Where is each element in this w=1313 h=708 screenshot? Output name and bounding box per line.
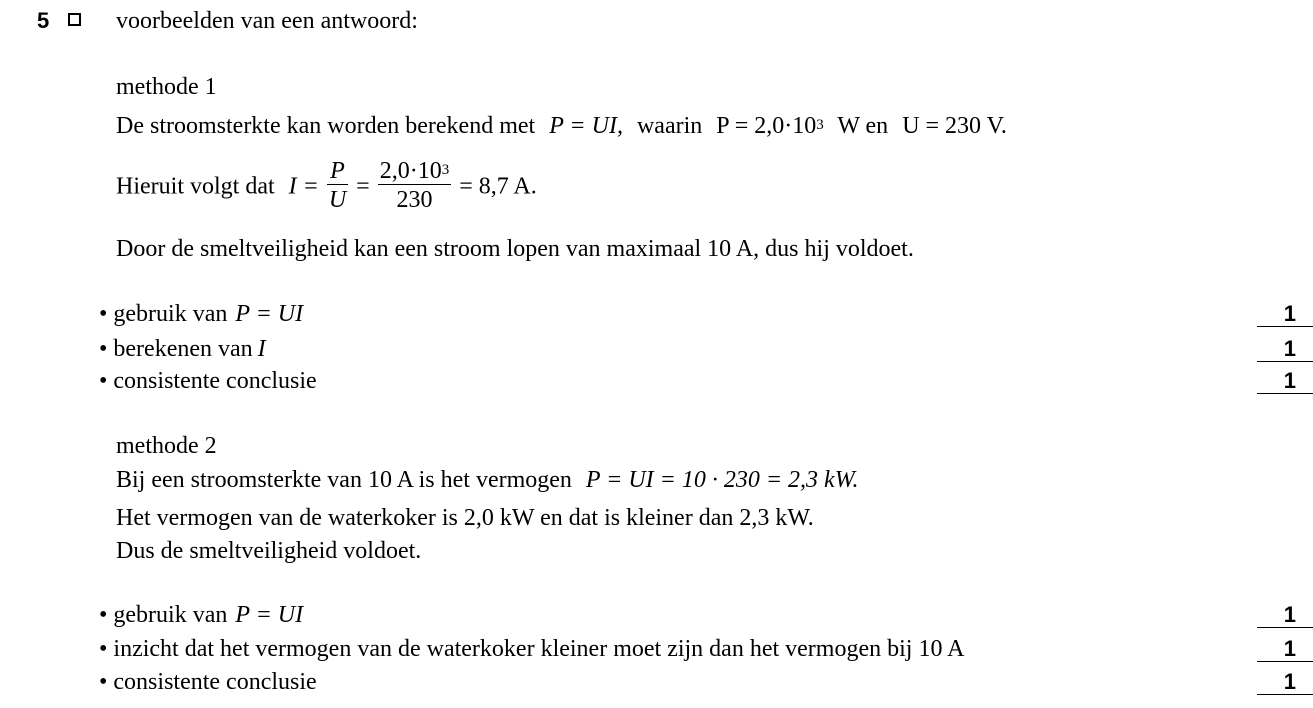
method1-line2-lhs: I = [288, 173, 319, 200]
method1-score-3: 1 [1257, 369, 1313, 394]
criterion-prefix: gebruik van [113, 602, 228, 628]
method2-line1-formula: P = UI = 10 · 230 = 2,3 kW. [585, 467, 859, 493]
fraction2-denominator: 230 [378, 184, 452, 215]
criterion-prefix: consistente conclusie [113, 669, 317, 695]
answer-intro: voorbeelden van een antwoord: [116, 8, 418, 34]
method1-line1-p-exp: 3 [816, 117, 824, 133]
method1-line2-result: = 8,7 A. [459, 173, 537, 200]
fraction2-numerator [378, 158, 452, 184]
method1-score-2: 1 [1257, 337, 1313, 362]
criterion-formula: P = UI [235, 301, 304, 327]
method1-criterion-2: • berekenen van I [99, 336, 266, 362]
method1-line1-p-value: P = 2,0·10 [716, 113, 817, 139]
method1-line1-waarin: waarin [636, 113, 703, 139]
method2-score-3: 1 [1257, 670, 1313, 695]
method2-line1 [116, 466, 859, 494]
criterion-formula: I [257, 336, 266, 362]
method1-line1 [116, 112, 1007, 140]
criterion-prefix: inzicht dat het vermogen van de waterkoker kleiner moet zijn dan het vermogen bij 10 A [113, 636, 965, 662]
method2-criterion-1: • gebruik van P = UI [99, 602, 304, 628]
method1-line1-p-unit: W en [837, 113, 889, 139]
checkbox-square-icon [68, 13, 81, 26]
method1-criterion-1: • gebruik van P = UI [99, 301, 304, 327]
fraction-p-over-u [327, 158, 348, 215]
method1-line2-text: Hieruit volgt dat [116, 173, 275, 200]
method1-line3: Door de smeltveiligheid kan een stroom lopen van maximaal 10 A, dus hij voldoet. [116, 236, 914, 262]
method1-line1-text: De stroomsterkte kan worden berekend met [116, 113, 536, 139]
method2-title: methode 2 [116, 433, 217, 459]
fraction2-numerator-exp: 3 [441, 162, 450, 178]
method2-criterion-2: • inzicht dat het vermogen van de waterkoker kleiner moet zijn dan het vermogen bij 10 A [99, 636, 965, 662]
method2-line3: Dus de smeltveiligheid voldoet. [116, 538, 422, 564]
fraction1-denominator: U [327, 184, 348, 215]
method2-line2: Het vermogen van de waterkoker is 2,0 kW en dat is kleiner dan 2,3 kW. [116, 505, 814, 531]
method1-line2-eq: = [356, 173, 370, 200]
criterion-prefix: consistente conclusie [113, 368, 317, 394]
fraction1-numerator: P [330, 158, 345, 184]
criterion-prefix: gebruik van [113, 301, 228, 327]
method2-line1-text: Bij een stroomsterkte van 10 A is het vermogen [116, 467, 572, 493]
method2-score-1: 1 [1257, 603, 1313, 628]
method1-score-1: 1 [1257, 302, 1313, 327]
question-number: 5 [37, 8, 50, 33]
criterion-formula: P = UI [235, 602, 304, 628]
method1-line2 [116, 158, 537, 215]
method1-line1-u-value: U = 230 V. [902, 113, 1007, 139]
method1-line1-formula: P = UI, [549, 113, 623, 139]
fraction-value [378, 158, 452, 215]
method2-criterion-3: • consistente conclusie [99, 669, 317, 695]
fraction2-numerator-base: 2,0·10 [379, 158, 442, 184]
criterion-prefix: berekenen van [113, 336, 253, 362]
method1-criterion-3: • consistente conclusie [99, 368, 317, 394]
method2-score-2: 1 [1257, 637, 1313, 662]
method1-title: methode 1 [116, 74, 217, 100]
